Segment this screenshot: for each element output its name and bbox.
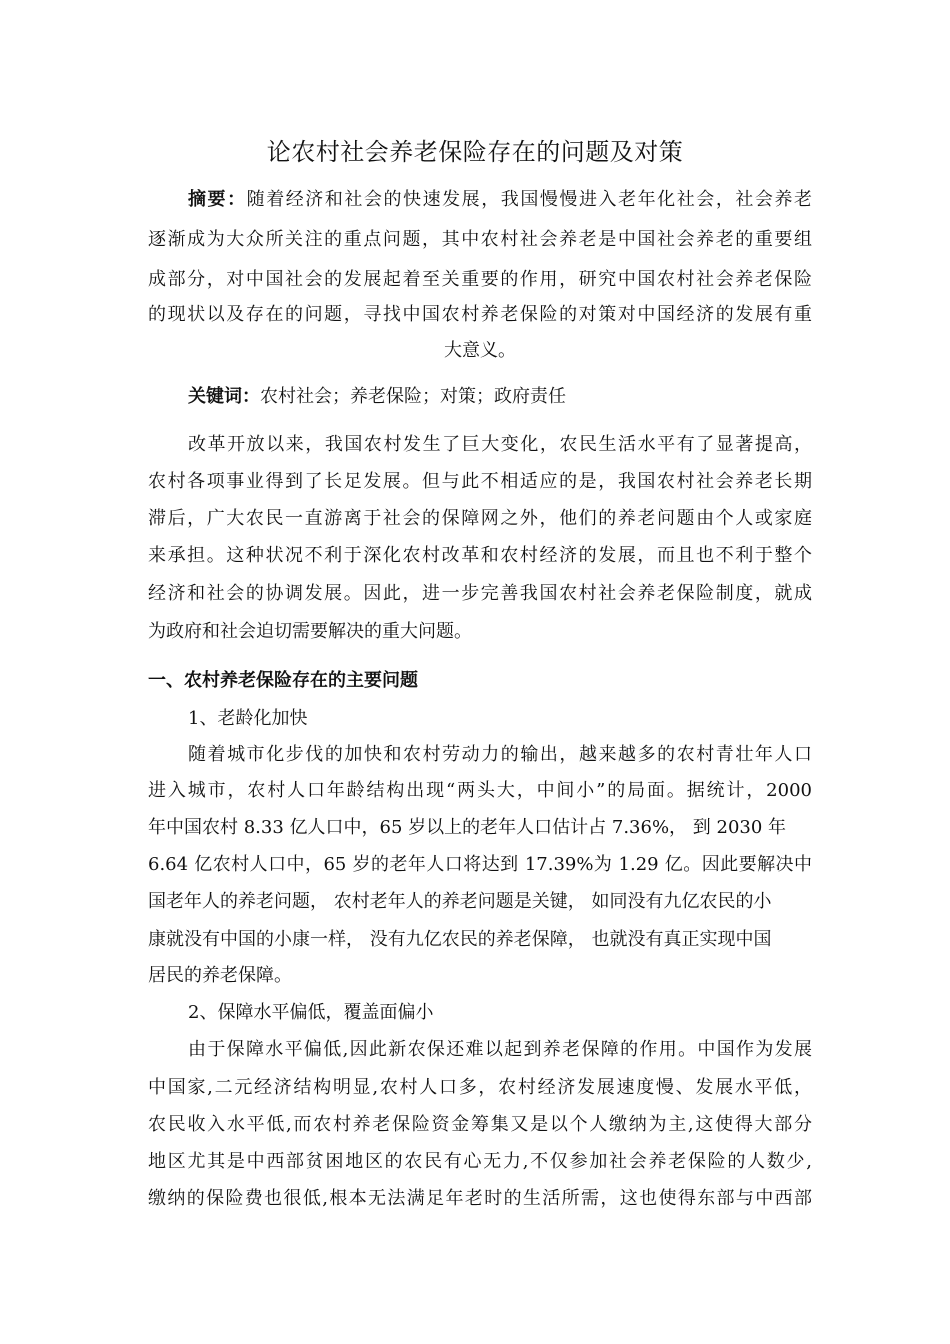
intro-line: 经济和社会的协调发展。因此，进一步完善我国农村社会养老保险制度，就成 [148, 583, 812, 604]
section-heading: 一、农村养老保险存在的主要问题 [148, 670, 418, 691]
abstract-line-5: 大意义。 [444, 340, 516, 361]
abstract-line-4: 的现状以及存在的问题，寻找中国农村养老保险的对策对中国经济的发展有重 [148, 304, 812, 325]
keywords-text: 农村社会；养老保险；对策；政府责任 [260, 386, 566, 407]
abstract-line-1 [148, 183, 812, 217]
abstract-text-1: 随着经济和社会的快速发展，我国慢慢进入老年化社会，社会养老 [246, 189, 812, 210]
abstract-line-2: 逐渐成为大众所关注的重点问题，其中农村社会养老是中国社会养老的重要组 [148, 229, 812, 250]
body-line: 6.64 亿农村人口中，65 岁的老年人口将达到 17.39%为 1.29 亿。因此要解决中 [148, 854, 812, 875]
body-line: 地区尤其是中西部贫困地区的农民有心无力,不仅参加社会养老保险的人数少, [148, 1151, 812, 1172]
intro-line: 来承担。这种状况不利于深化农村改革和农村经济的发展，而且也不利于整个 [148, 545, 812, 566]
body-line: 缴纳的保险费也很低,根本无法满足年老时的生活所需，这也使得东部与中西部 [148, 1188, 812, 1209]
body-line: 国老年人的养老问题， 农村老年人的养老问题是关键， 如同没有九亿农民的小 [148, 891, 772, 912]
document-title: 论农村社会养老保险存在的问题及对策 [266, 138, 684, 166]
body-line: 进入城市，农村人口年龄结构出现“两头大，中间小”的局面。据统计，2000 [148, 780, 812, 801]
body-line: 随着城市化步伐的加快和农村劳动力的输出，越来越多的农村青壮年人口 [188, 744, 812, 765]
body-line: 中国家,二元经济结构明显,农村人口多，农村经济发展速度慢、发展水平低， [148, 1077, 812, 1098]
body-line: 康就没有中国的小康一样， 没有九亿农民的养老保障， 也就没有真正实现中国 [148, 929, 772, 950]
subsection-heading: 2、保障水平偏低，覆盖面偏小 [188, 1002, 434, 1023]
body-line: 由于保障水平偏低,因此新农保还难以起到养老保障的作用。中国作为发展 [188, 1039, 812, 1060]
intro-line: 为政府和社会迫切需要解决的重大问题。 [148, 621, 472, 642]
abstract-line-3: 成部分，对中国社会的发展起着至关重要的作用，研究中国农村社会养老保险 [148, 269, 812, 290]
body-line: 农民收入水平低,而农村养老保险资金筹集又是以个人缴纳为主,这使得大部分 [148, 1114, 812, 1135]
intro-line: 农村各项事业得到了长足发展。但与此不相适应的是，我国农村社会养老长期 [148, 471, 812, 492]
keywords-label: 关键词： [188, 386, 260, 407]
intro-line: 滞后，广大农民一直游离于社会的保障网之外，他们的养老问题由个人或家庭 [148, 508, 812, 529]
intro-line: 改革开放以来，我国农村发生了巨大变化，农民生活水平有了显著提高， [188, 434, 812, 455]
keywords-line [148, 380, 812, 414]
body-line: 年中国农村 8.33 亿人口中，65 岁以上的老年人口估计占 7.36%， 到 2030 年 [148, 817, 787, 838]
subsection-heading: 1、老龄化加快 [188, 708, 308, 729]
body-line: 居民的养老保障。 [148, 965, 292, 986]
abstract-label: 摘要： [188, 189, 247, 210]
